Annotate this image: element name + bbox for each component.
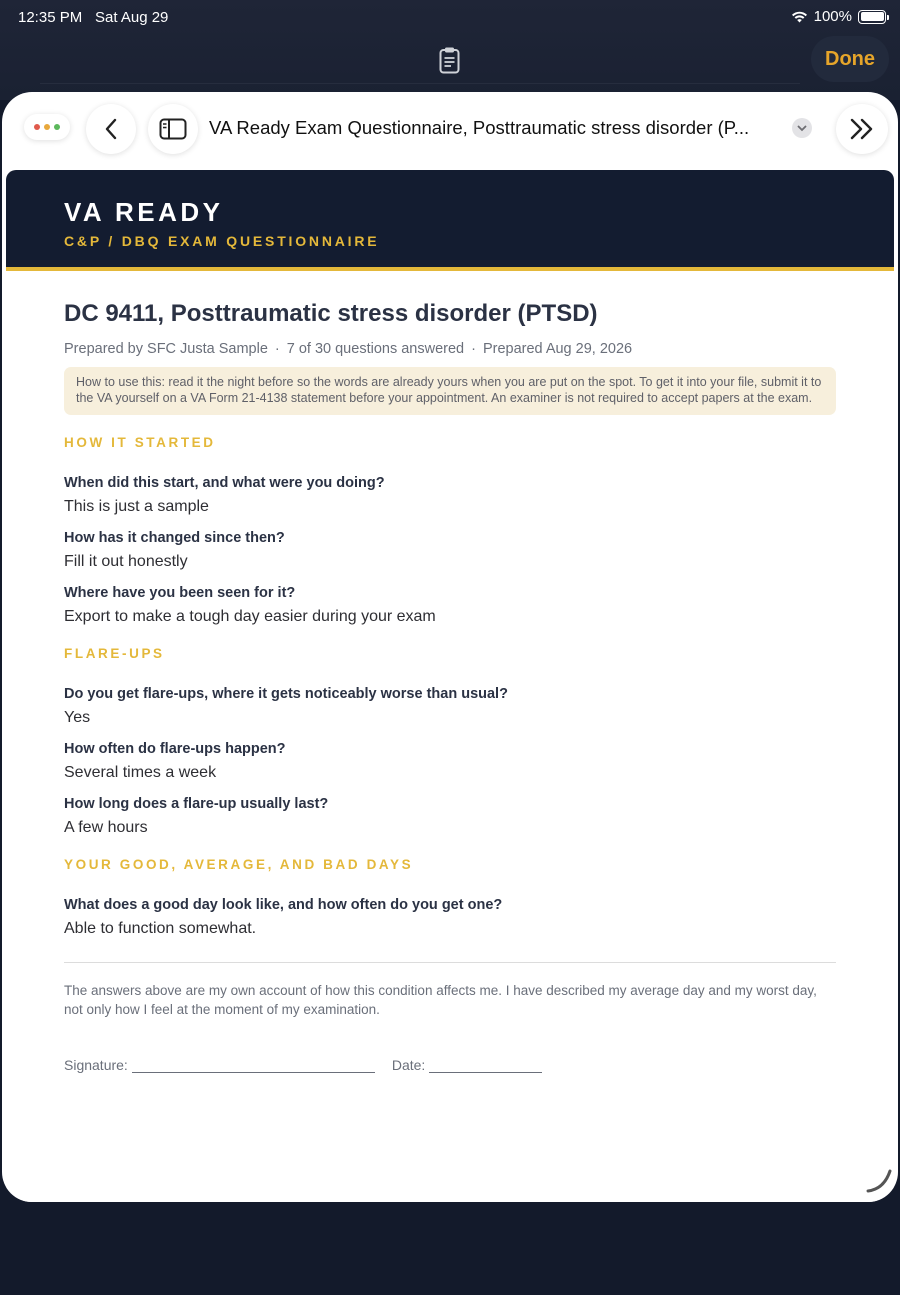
- question-item: [64, 530, 836, 571]
- more-dots-icon[interactable]: [24, 114, 70, 140]
- signature-line: [132, 1059, 375, 1073]
- question-text: How often do flare-ups happen?: [64, 741, 286, 757]
- divider: [64, 962, 836, 963]
- question-item: [64, 686, 836, 727]
- question-item: [64, 741, 836, 782]
- answer-text: Fill it out honestly: [64, 553, 188, 570]
- section-heading: YOUR GOOD, AVERAGE, AND BAD DAYS: [64, 857, 414, 872]
- status-indicators: [791, 8, 886, 25]
- prepared-by: Prepared by SFC Justa Sample: [64, 341, 268, 357]
- document-content: [64, 300, 836, 1073]
- battery-percent: 100%: [813, 8, 852, 25]
- brand-title: VA READY: [64, 197, 224, 227]
- sidebar-toggle-icon: [159, 118, 187, 140]
- header-rule: [6, 267, 894, 271]
- date-label: Date:: [391, 1057, 426, 1073]
- question-text: How has it changed since then?: [64, 530, 285, 546]
- brand-subtitle: C&P / DBQ EXAM QUESTIONNAIRE: [64, 233, 380, 249]
- answer-text: Export to make a tough day easier during your exam: [64, 608, 436, 625]
- how-to-use-note: How to use this: read it the night before so the words are already yours when you are put on the spot. To get it into your file, submit it to the VA yourself on a VA Form 21-4138 statement before your appointment. An examiner is not required to accept papers at the exam.: [64, 367, 836, 415]
- back-button[interactable]: [86, 104, 136, 154]
- skip-forward-icon: [849, 118, 875, 140]
- question-text: What does a good day look like, and how often do you get one?: [64, 897, 503, 913]
- status-time: 12:35 PM: [18, 9, 83, 26]
- document-title[interactable]: VA Ready Exam Questionnaire, Posttraumatic stress disorder (P...: [209, 117, 750, 138]
- document-page: [6, 170, 894, 1202]
- resize-handle-icon[interactable]: [866, 1167, 892, 1198]
- answer-text: Able to function somewhat.: [64, 920, 257, 937]
- question-text: Do you get flare-ups, where it gets noticeably worse than usual?: [64, 686, 508, 702]
- chevron-down-icon[interactable]: [792, 118, 812, 138]
- background-divider: [40, 72, 800, 84]
- viewer-toolbar: [2, 92, 898, 170]
- signature-row: [64, 1057, 836, 1073]
- question-text: When did this start, and what were you doing?: [64, 475, 385, 491]
- status-date: Sat Aug 29: [95, 9, 169, 26]
- battery-icon: [858, 10, 886, 24]
- question-item: [64, 475, 836, 516]
- skip-forward-button[interactable]: [836, 104, 888, 154]
- answer-text: Several times a week: [64, 764, 217, 781]
- answer-text: Yes: [64, 709, 91, 726]
- document-meta: Prepared by SFC Justa Sample · 7 of 30 questions answered · Prepared Aug 29, 2026: [64, 341, 633, 357]
- document-header: [6, 170, 894, 267]
- done-button[interactable]: Done: [811, 36, 889, 82]
- answer-text: This is just a sample: [64, 498, 209, 515]
- question-text: Where have you been seen for it?: [64, 585, 296, 601]
- date-line: [429, 1059, 542, 1073]
- condition-title: DC 9411, Posttraumatic stress disorder (PTSD): [64, 300, 598, 327]
- section-heading: FLARE-UPS: [64, 646, 165, 661]
- question-item: [64, 796, 836, 837]
- sidebar-toggle-button[interactable]: [148, 104, 198, 154]
- signature-label: Signature:: [64, 1057, 128, 1073]
- document-sheet: [2, 92, 898, 1202]
- progress-text: 7 of 30 questions answered: [286, 341, 465, 357]
- question-text: How long does a flare-up usually last?: [64, 796, 329, 812]
- status-bar: [0, 0, 900, 36]
- attestation-text: The answers above are my own account of how this condition affects me. I have described my average day and my worst day, not only how I feel at the moment of my examination.: [64, 983, 817, 1017]
- question-item: [64, 897, 836, 938]
- section-heading: HOW IT STARTED: [64, 435, 216, 450]
- answer-text: A few hours: [64, 819, 148, 836]
- question-item: [64, 585, 836, 626]
- wifi-icon: [791, 10, 808, 23]
- prepared-date: Prepared Aug 29, 2026: [482, 341, 633, 357]
- back-chevron-icon: [104, 118, 118, 140]
